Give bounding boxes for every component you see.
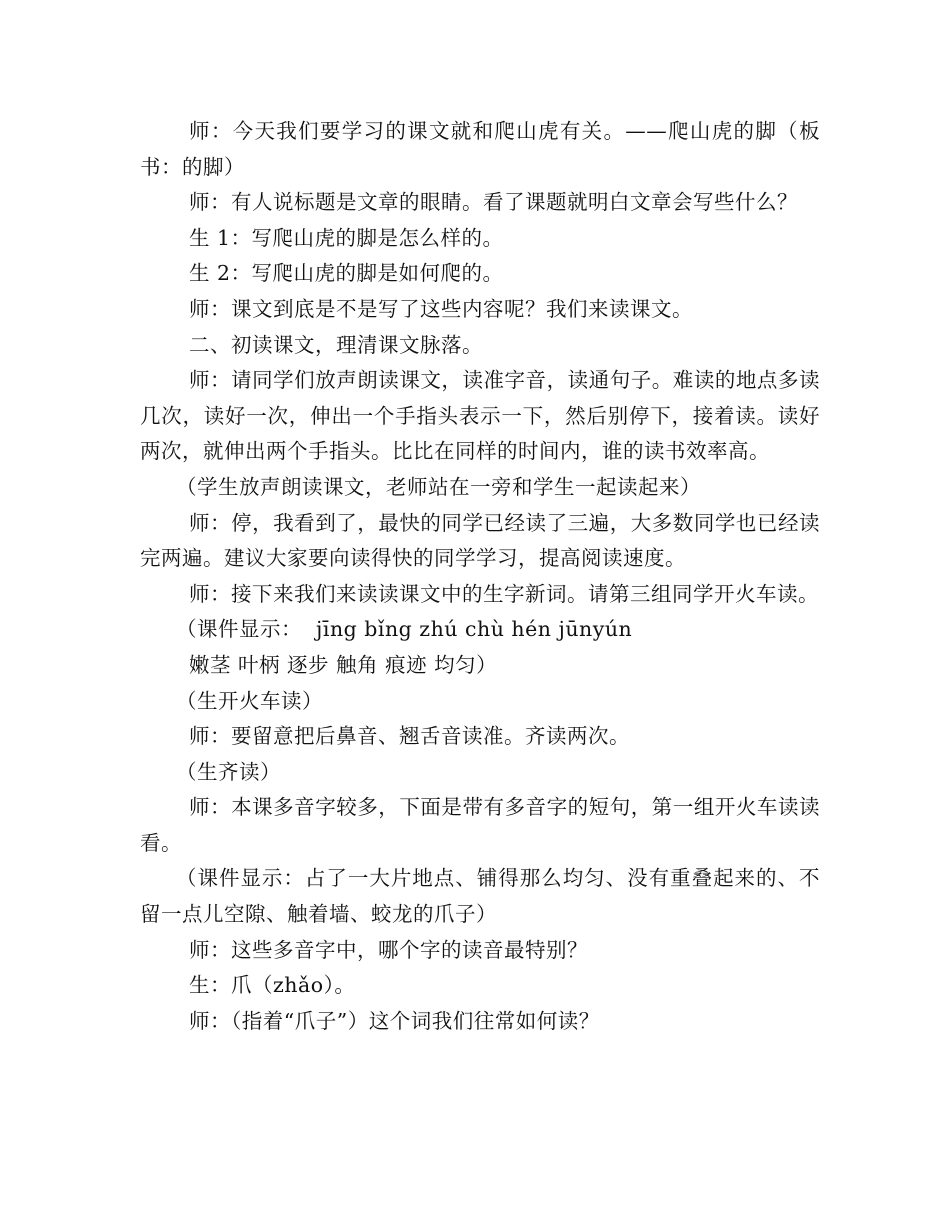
paragraph-teacher-polyphones: 师：本课多音字较多，下面是带有多音字的短句，第一组开火车读读看。 — [140, 795, 820, 855]
paragraph-teacher-instructions: 师：请同学们放声朗读课文，读准字音，读通句子。难读的地点多读几次，读好一次，伸出一个手指头表示一下，然后别停下，接着读。读好两次，就伸出两个手指头。比比在同样的时间内，谁的读书效率高。 — [140, 368, 820, 464]
paragraph-student-2: 生 2：写爬山虎的脚是如何爬的。 — [189, 261, 504, 286]
paragraph-courseware-phrases: （课件显示：占了一大片地点、铺得那么均匀、没有重叠起来的、不留一点儿空隙、触着墙、蛟龙的爪子） — [140, 866, 820, 927]
paragraph-teacher-pronunciation: 师：要留意把后鼻音、翘舌音读准。齐读两次。 — [189, 724, 630, 749]
paragraph-teacher-title-question: 师：有人说标题是文章的眼睛。看了课题就明白文章会写些什么？ — [189, 190, 798, 215]
paragraph-stage-direction-train: （生开火车读） — [176, 688, 323, 713]
paragraph-stage-direction-chorus: （生齐读） — [176, 759, 281, 784]
paragraph-teacher-new-words: 师：接下来我们来读读课文中的生字新词。请第三组同学开火车读。 — [189, 581, 819, 606]
paragraph-teacher-special: 师：这些多音字中，哪个字的读音最特别？ — [189, 937, 588, 962]
paragraph-stage-direction-reading: （学生放声朗读课文，老师站在一旁和学生一起读起来） — [176, 474, 701, 499]
paragraph-teacher-claw: 师：（指着“爪子”）这个词我们往常如何读？ — [189, 1008, 600, 1033]
paragraph-student-1: 生 1：写爬山虎的脚是怎么样的。 — [189, 225, 504, 250]
paragraph-courseware-pinyin: （课件显示： jīng bǐng zhú chù hén jūnyún — [176, 617, 633, 642]
paragraph-teacher-intro: 师：今天我们要学习的课文就和爬山虎有关。——爬山虎的脚（板书：的脚） — [140, 119, 820, 179]
document-body — [140, 114, 820, 1039]
section-heading-first-reading: 二、初读课文，理清课文脉落。 — [189, 332, 483, 357]
paragraph-courseware-words: 嫩茎 叶柄 逐步 触角 痕迹 均匀） — [189, 652, 498, 677]
paragraph-teacher-stop: 师：停，我看到了，最快的同学已经读了三遍，大多数同学也已经读完两遍。建议大家要向读得快的同学学习，提高阅读速度。 — [140, 510, 820, 571]
paragraph-teacher-read: 师：课文到底是不是写了这些内容呢？我们来读课文。 — [189, 296, 693, 321]
paragraph-student-answer: 生：爪（zhǎo）。 — [189, 973, 356, 998]
